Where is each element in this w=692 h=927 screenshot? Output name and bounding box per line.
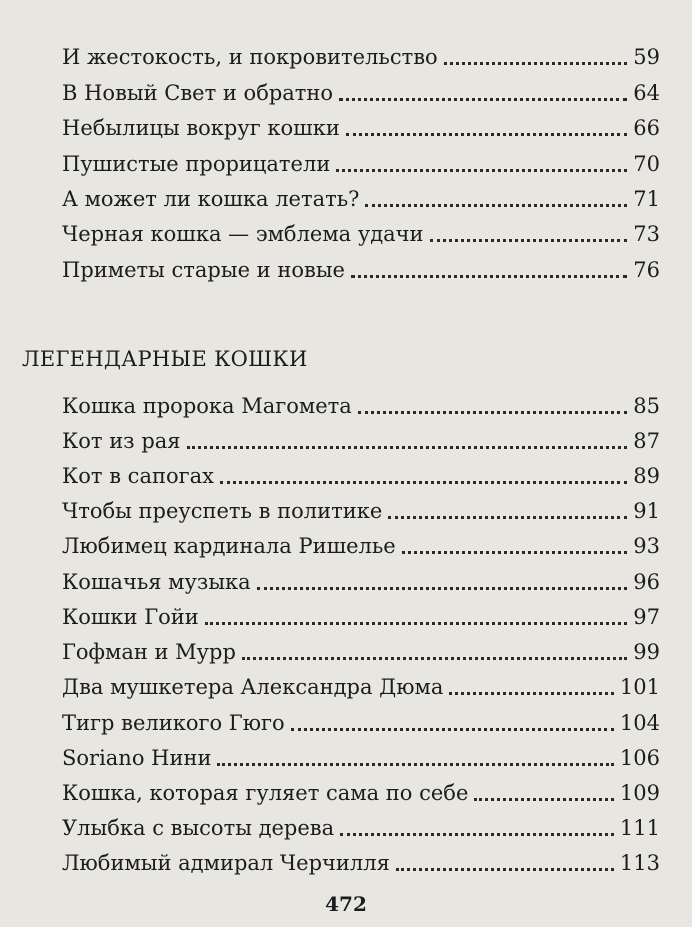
toc-entry-page: 99 (633, 640, 660, 664)
dot-leader (336, 168, 627, 172)
dot-leader (217, 762, 613, 766)
toc-entry (62, 737, 660, 771)
toc-entry-page: 70 (633, 152, 660, 176)
section-heading: ЛЕГЕНДАРНЫЕ КОШКИ (22, 347, 308, 371)
toc-entry (62, 455, 660, 489)
toc-entry-title: А может ли кошка летать? (62, 187, 360, 211)
toc-entry-page: 87 (633, 429, 660, 453)
dot-leader (365, 203, 627, 207)
toc-entry-page: 96 (633, 570, 660, 594)
toc-entry-page: 64 (633, 81, 660, 105)
toc-entry-page: 113 (619, 851, 660, 875)
toc-entry-title: Небылицы вокруг кошки (62, 116, 340, 140)
toc-entry-title: Кот из рая (62, 429, 181, 453)
dot-leader (220, 480, 627, 484)
toc-entry (62, 72, 660, 106)
toc-entry (62, 420, 660, 454)
toc-entry (62, 143, 660, 177)
dot-leader (205, 621, 628, 625)
dot-leader (358, 410, 627, 414)
toc-entry (62, 631, 660, 665)
toc-entry-page: 91 (633, 499, 660, 523)
toc-entry-title: Приметы старые и новые (62, 258, 345, 282)
toc-entry-title: Любимец кардинала Ришелье (62, 534, 396, 558)
dot-leader (402, 550, 628, 554)
toc-entry-title: Пушистые прорицатели (62, 152, 331, 176)
toc-entry (62, 772, 660, 806)
dot-leader (388, 515, 627, 519)
toc-entry-title: Кошка пророка Магомета (62, 394, 352, 418)
dot-leader (187, 445, 628, 449)
toc-entry-page: 111 (619, 816, 660, 840)
dot-leader (339, 97, 627, 101)
toc-entry-page: 93 (633, 534, 660, 558)
toc-entry-page: 97 (633, 605, 660, 629)
toc-entry (62, 807, 660, 841)
toc-entry-title: И жестокость, и покровительство (62, 45, 438, 69)
toc-entry-page: 76 (633, 258, 660, 282)
toc-entry-page: 104 (619, 711, 660, 735)
toc-entry (62, 213, 660, 247)
toc-entry (62, 107, 660, 141)
toc-entry-title: Гофман и Мурр (62, 640, 236, 664)
toc-entry-page: 106 (619, 746, 660, 770)
dot-leader (396, 867, 614, 871)
toc-entry (62, 702, 660, 736)
toc-entry-page: 66 (633, 116, 660, 140)
toc-entry (62, 561, 660, 595)
toc-entry (62, 525, 660, 559)
toc-entry (62, 249, 660, 283)
toc-entry (62, 178, 660, 212)
toc-entry-title: Soriano Нини (62, 746, 212, 770)
dot-leader (291, 727, 614, 731)
toc-entry-title: Улыбка с высоты дерева (62, 816, 335, 840)
dot-leader (346, 132, 627, 136)
dot-leader (257, 586, 628, 590)
toc-entry-title: Черная кошка — эмблема удачи (62, 222, 424, 246)
toc-entry-title: Тигр великого Гюго (62, 711, 285, 735)
toc-entry-title: В Новый Свет и обратно (62, 81, 334, 105)
toc-entry-page: 71 (633, 187, 660, 211)
dot-leader (351, 274, 627, 278)
toc-entry-title: Кошка, которая гуляет сама по себе (62, 781, 469, 805)
dot-leader (242, 656, 627, 660)
toc-entry-title: Любимый адмирал Черчилля (62, 851, 390, 875)
toc-entry (62, 666, 660, 700)
dot-leader (430, 238, 628, 242)
toc-entry-page: 73 (633, 222, 660, 246)
toc-entry-title: Кошки Гойи (62, 605, 199, 629)
page-number: 472 (325, 892, 367, 916)
toc-entry-page: 89 (633, 464, 660, 488)
dot-leader (449, 691, 614, 695)
toc-entry (62, 842, 660, 876)
toc-entry (62, 36, 660, 70)
toc-entry-page: 59 (633, 45, 660, 69)
toc-entry-title: Чтобы преуспеть в политике (62, 499, 383, 523)
dot-leader (340, 832, 614, 836)
toc-entry-page: 101 (619, 675, 660, 699)
dot-leader (444, 61, 628, 65)
toc-entry-page: 109 (619, 781, 660, 805)
toc-entry (62, 490, 660, 524)
toc-entry (62, 596, 660, 630)
dot-leader (474, 797, 614, 801)
toc-entry-page: 85 (633, 394, 660, 418)
toc-entry-title: Два мушкетера Александра Дюма (62, 675, 444, 699)
toc-entry (62, 385, 660, 419)
toc-entry-title: Кошачья музыка (62, 570, 251, 594)
toc-entry-title: Кот в сапогах (62, 464, 214, 488)
